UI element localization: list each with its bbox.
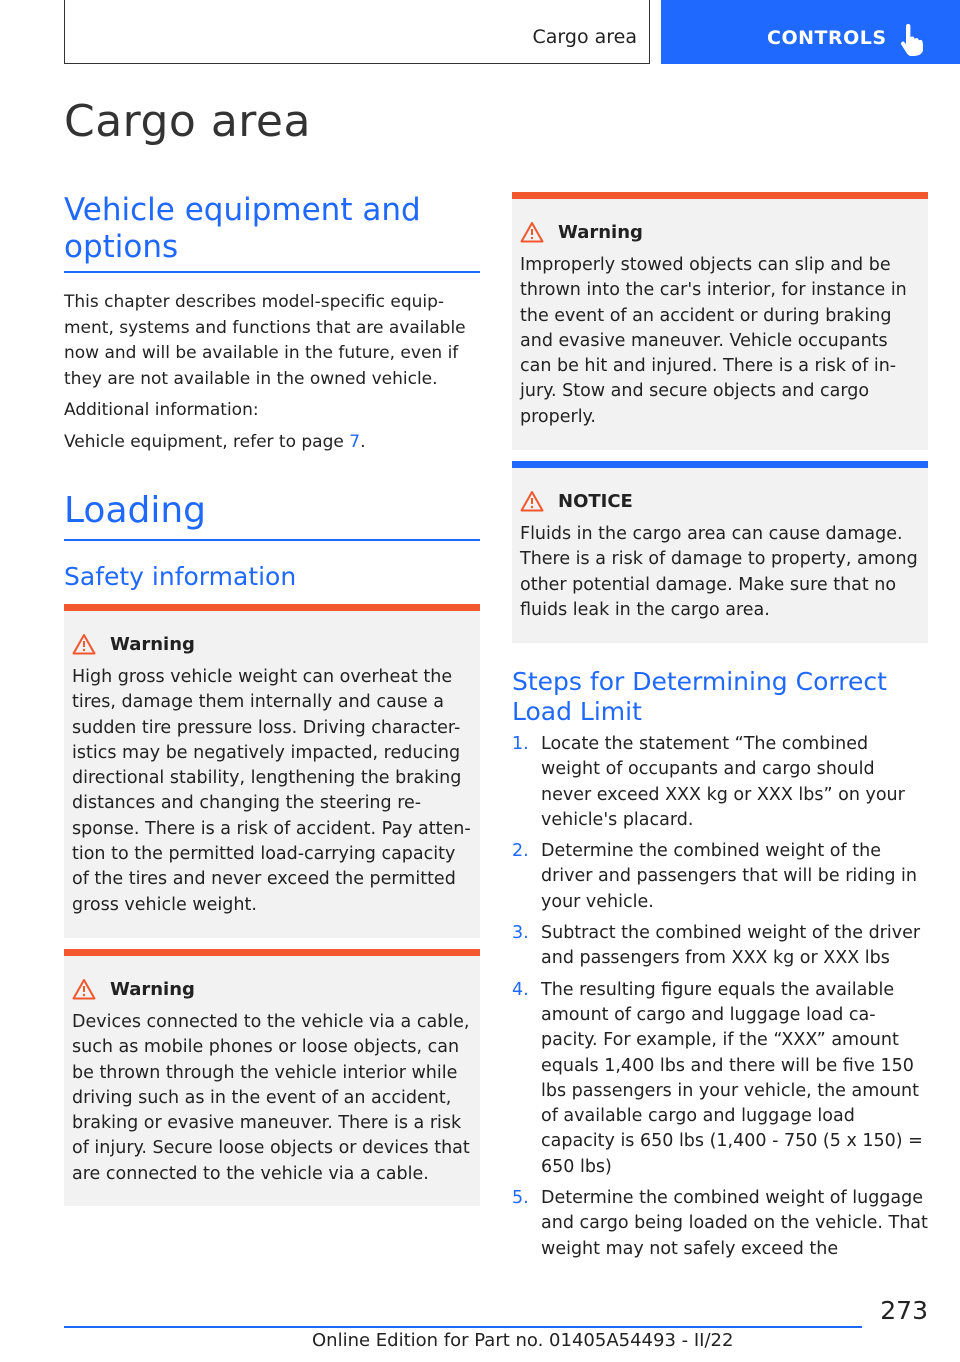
- load-limit-steps: [512, 732, 928, 1268]
- step-number: 1.: [512, 734, 529, 754]
- notice-callout: [512, 461, 928, 643]
- list-item: [512, 978, 928, 1180]
- tab-controls-label: CONTROLS: [767, 27, 887, 49]
- equipment-reference: [64, 430, 484, 456]
- warning-title: Warning: [558, 221, 643, 243]
- warning-title: Warning: [110, 633, 195, 655]
- step-text: Locate the statement “The combined weight of occupants and cargo should never exceed XXX kg or XXX lbs” on your vehicle's placard.: [541, 734, 905, 830]
- warning-callout: [64, 604, 480, 938]
- warning-triangle-icon: [72, 633, 96, 655]
- notice-title: NOTICE: [558, 490, 633, 512]
- list-item: [512, 839, 928, 915]
- step-number: 4.: [512, 979, 529, 1000]
- warning-triangle-icon: [520, 221, 544, 243]
- warning-triangle-icon: [72, 978, 96, 1000]
- tab-controls[interactable]: [661, 0, 960, 64]
- intro-paragraph: This chapter describes model-specific equip-ment, systems and functions that are available now and will be available in the future, even if they are not available in the owned vehicle.: [64, 292, 466, 389]
- loading-heading: Loading: [64, 490, 207, 531]
- notice-triangle-icon: [520, 490, 544, 512]
- header-section-box: [64, 0, 650, 64]
- list-item: [512, 921, 928, 972]
- footer-edition-text: Online Edition for Part no. 01405A54493 - II/22: [312, 1330, 734, 1351]
- page-number: 273: [880, 1296, 928, 1325]
- notice-text: Fluids in the cargo area can cause damage. There is a risk of damage to property, among other potential damage. Make sure that no fluids leak in the cargo area.: [520, 524, 918, 620]
- section-divider: [64, 271, 480, 273]
- hand-pointer-icon: [897, 24, 923, 56]
- warning-callout: [64, 949, 480, 1206]
- step-number: 5.: [512, 1188, 529, 1209]
- warning-text: Devices connected to the vehicle via a cable, such as mobile phones or loose objects, can be thrown through the vehicle interior while driving such as in the event of an accident, braking or evasive maneuver. There is a risk of injury. Secure loose objects or devices that are connected to the vehicle via a cable.: [72, 1012, 470, 1184]
- warning-text: High gross vehicle weight can overheat the tires, damage them internally and cause a sudden tire pressure loss. Driving character-istics may be negatively impacted, reducing directional stability, lengthening the braking distances and changing the steering re-sponse. There is a risk of accident. Pay atten-tion to the permitted load-carrying capacity of the tires and never exceed the permitted gross vehicle weight.: [72, 667, 471, 915]
- warning-title: Warning: [110, 978, 195, 1000]
- safety-info-heading: Safety information: [64, 562, 297, 591]
- header-section-title: Cargo area: [532, 26, 637, 48]
- warning-header: [72, 978, 472, 1000]
- warning-header: [520, 221, 920, 243]
- section-divider: [64, 539, 480, 541]
- equipment-reference-end: .: [360, 432, 366, 452]
- list-item: [512, 732, 928, 833]
- notice-header: [520, 490, 920, 512]
- additional-info-label: Additional information:: [64, 400, 259, 420]
- step-number: 2.: [512, 841, 529, 862]
- step-text: Subtract the combined weight of the driver and passengers from XXX kg or XXX lbs: [541, 923, 921, 969]
- footer-divider: [64, 1326, 862, 1328]
- load-limit-heading: Steps for Determining Correct Load Limit: [512, 667, 887, 726]
- warning-text: Improperly stowed objects can slip and be thrown into the car's interior, for instance in the event of an accident or during braking and evasive maneuver. Vehicle occupants can be hit and injured. There is a risk of in-jury. Stow and secure objects and cargo properly.: [520, 255, 907, 427]
- step-text: Determine the combined weight of the driver and passengers that will be riding in your vehicle.: [541, 841, 917, 912]
- page-title: Cargo area: [64, 96, 311, 147]
- warning-header: [72, 633, 472, 655]
- warning-callout: [512, 192, 928, 450]
- list-item: [512, 1186, 928, 1262]
- step-number: 3.: [512, 923, 529, 944]
- vehicle-equipment-heading: Vehicle equipment and options: [64, 192, 421, 265]
- equipment-reference-text: Vehicle equipment, refer to page: [64, 432, 350, 452]
- step-text: The resulting figure equals the available amount of cargo and luggage load ca-pacity. For example, if the “XXX” amount equals 1,400 lbs and there will be five 150 lbs passengers in your vehicle, the amount of available cargo and luggage load capacity is 650 lbs (1,400 - 750 (5 x 150) = 650 lbs): [541, 979, 923, 1177]
- page-link[interactable]: 7: [349, 432, 361, 452]
- step-text: Determine the combined weight of luggage and cargo being loaded on the vehicle. That weight may not safely exceed the: [541, 1188, 928, 1259]
